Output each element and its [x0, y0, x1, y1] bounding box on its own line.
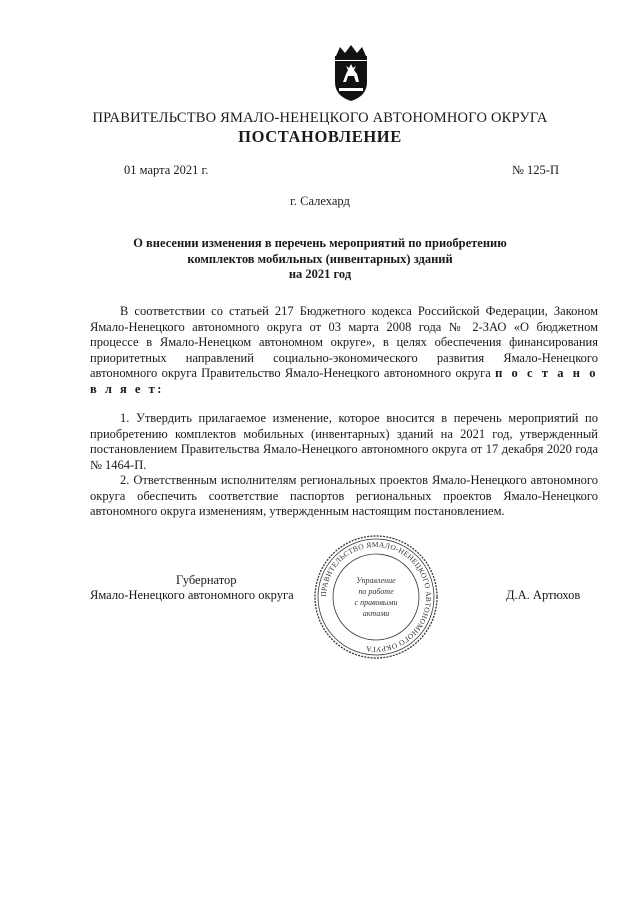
- heading-line-2: комплектов мобильных (инвентарных) зданий: [187, 251, 453, 266]
- decree-item-1: 1. Утвердить прилагаемое изменение, которое вносится в перечень мероприятий по приобретению комплектов мобильных (инвентарных) зданий на 2021 год, утвержденный постановлением Правительства Ямало-Ненецкого автономного округа от 17 декабря 2020 года № 1464-П.: [90, 411, 598, 472]
- signatory-name: Д.А. Артюхов: [506, 588, 581, 602]
- signatory-organization: Ямало-Ненецкого автономного округа: [90, 588, 294, 602]
- document-heading: [80, 236, 560, 283]
- document-body: [90, 304, 598, 520]
- stamp-center-line-2: по работе: [358, 587, 394, 596]
- heading-line-1: О внесении изменения в перечень мероприятий по приобретению: [133, 236, 507, 250]
- stamp-outer-text: ПРАВИТЕЛЬСТВО ЯМАЛО-НЕНЕЦКОГО АВТОНОМНОГО ОКРУГА: [318, 539, 434, 655]
- government-title: ПРАВИТЕЛЬСТВО ЯМАЛО-НЕНЕЦКОГО АВТОНОМНОГО ОКРУГА: [92, 110, 548, 126]
- preamble-paragraph: [90, 304, 598, 397]
- document-date: 01 марта 2021 г.: [124, 163, 209, 177]
- yamal-coat-of-arms-icon: [326, 44, 376, 102]
- stamp-center-line-4: актами: [362, 609, 390, 618]
- stamp-center-line-3: с правовыми: [354, 598, 398, 607]
- decree-item-2: 2. Ответственным исполнителям региональных проектов Ямало-Ненецкого автономного округа обеспечить соответствие паспортов региональных проектов Ямало-Ненецкого автономного округа изменениям, утвержденным настоящим постановлением.: [90, 473, 598, 518]
- preamble-text: В соответствии со статьей 217 Бюджетного кодекса Российской Федерации, Законом Ямало-Ненецкого автономного округа от 03 марта 2008 года № 2-ЗАО «О бюджетном процессе в Ямало-Ненецком автономном округе», в целях обеспечения финансирования приоритетных направлений социально-экономического развития Ямало-Ненецкого автономного округа Правительство Ямало-Ненецкого автономного округа: [90, 304, 598, 380]
- official-stamp: [310, 533, 442, 661]
- stamp-center-line-1: Управление: [356, 576, 396, 585]
- decree-word: п о с т а н о в л я е т:: [90, 366, 599, 396]
- document-city: г. Салехард: [290, 194, 350, 208]
- heading-line-3: на 2021 год: [288, 267, 352, 281]
- signatory-title: Губернатор: [176, 573, 237, 587]
- document-number: № 125-П: [512, 163, 559, 177]
- document-type: ПОСТАНОВЛЕНИЕ: [238, 127, 402, 146]
